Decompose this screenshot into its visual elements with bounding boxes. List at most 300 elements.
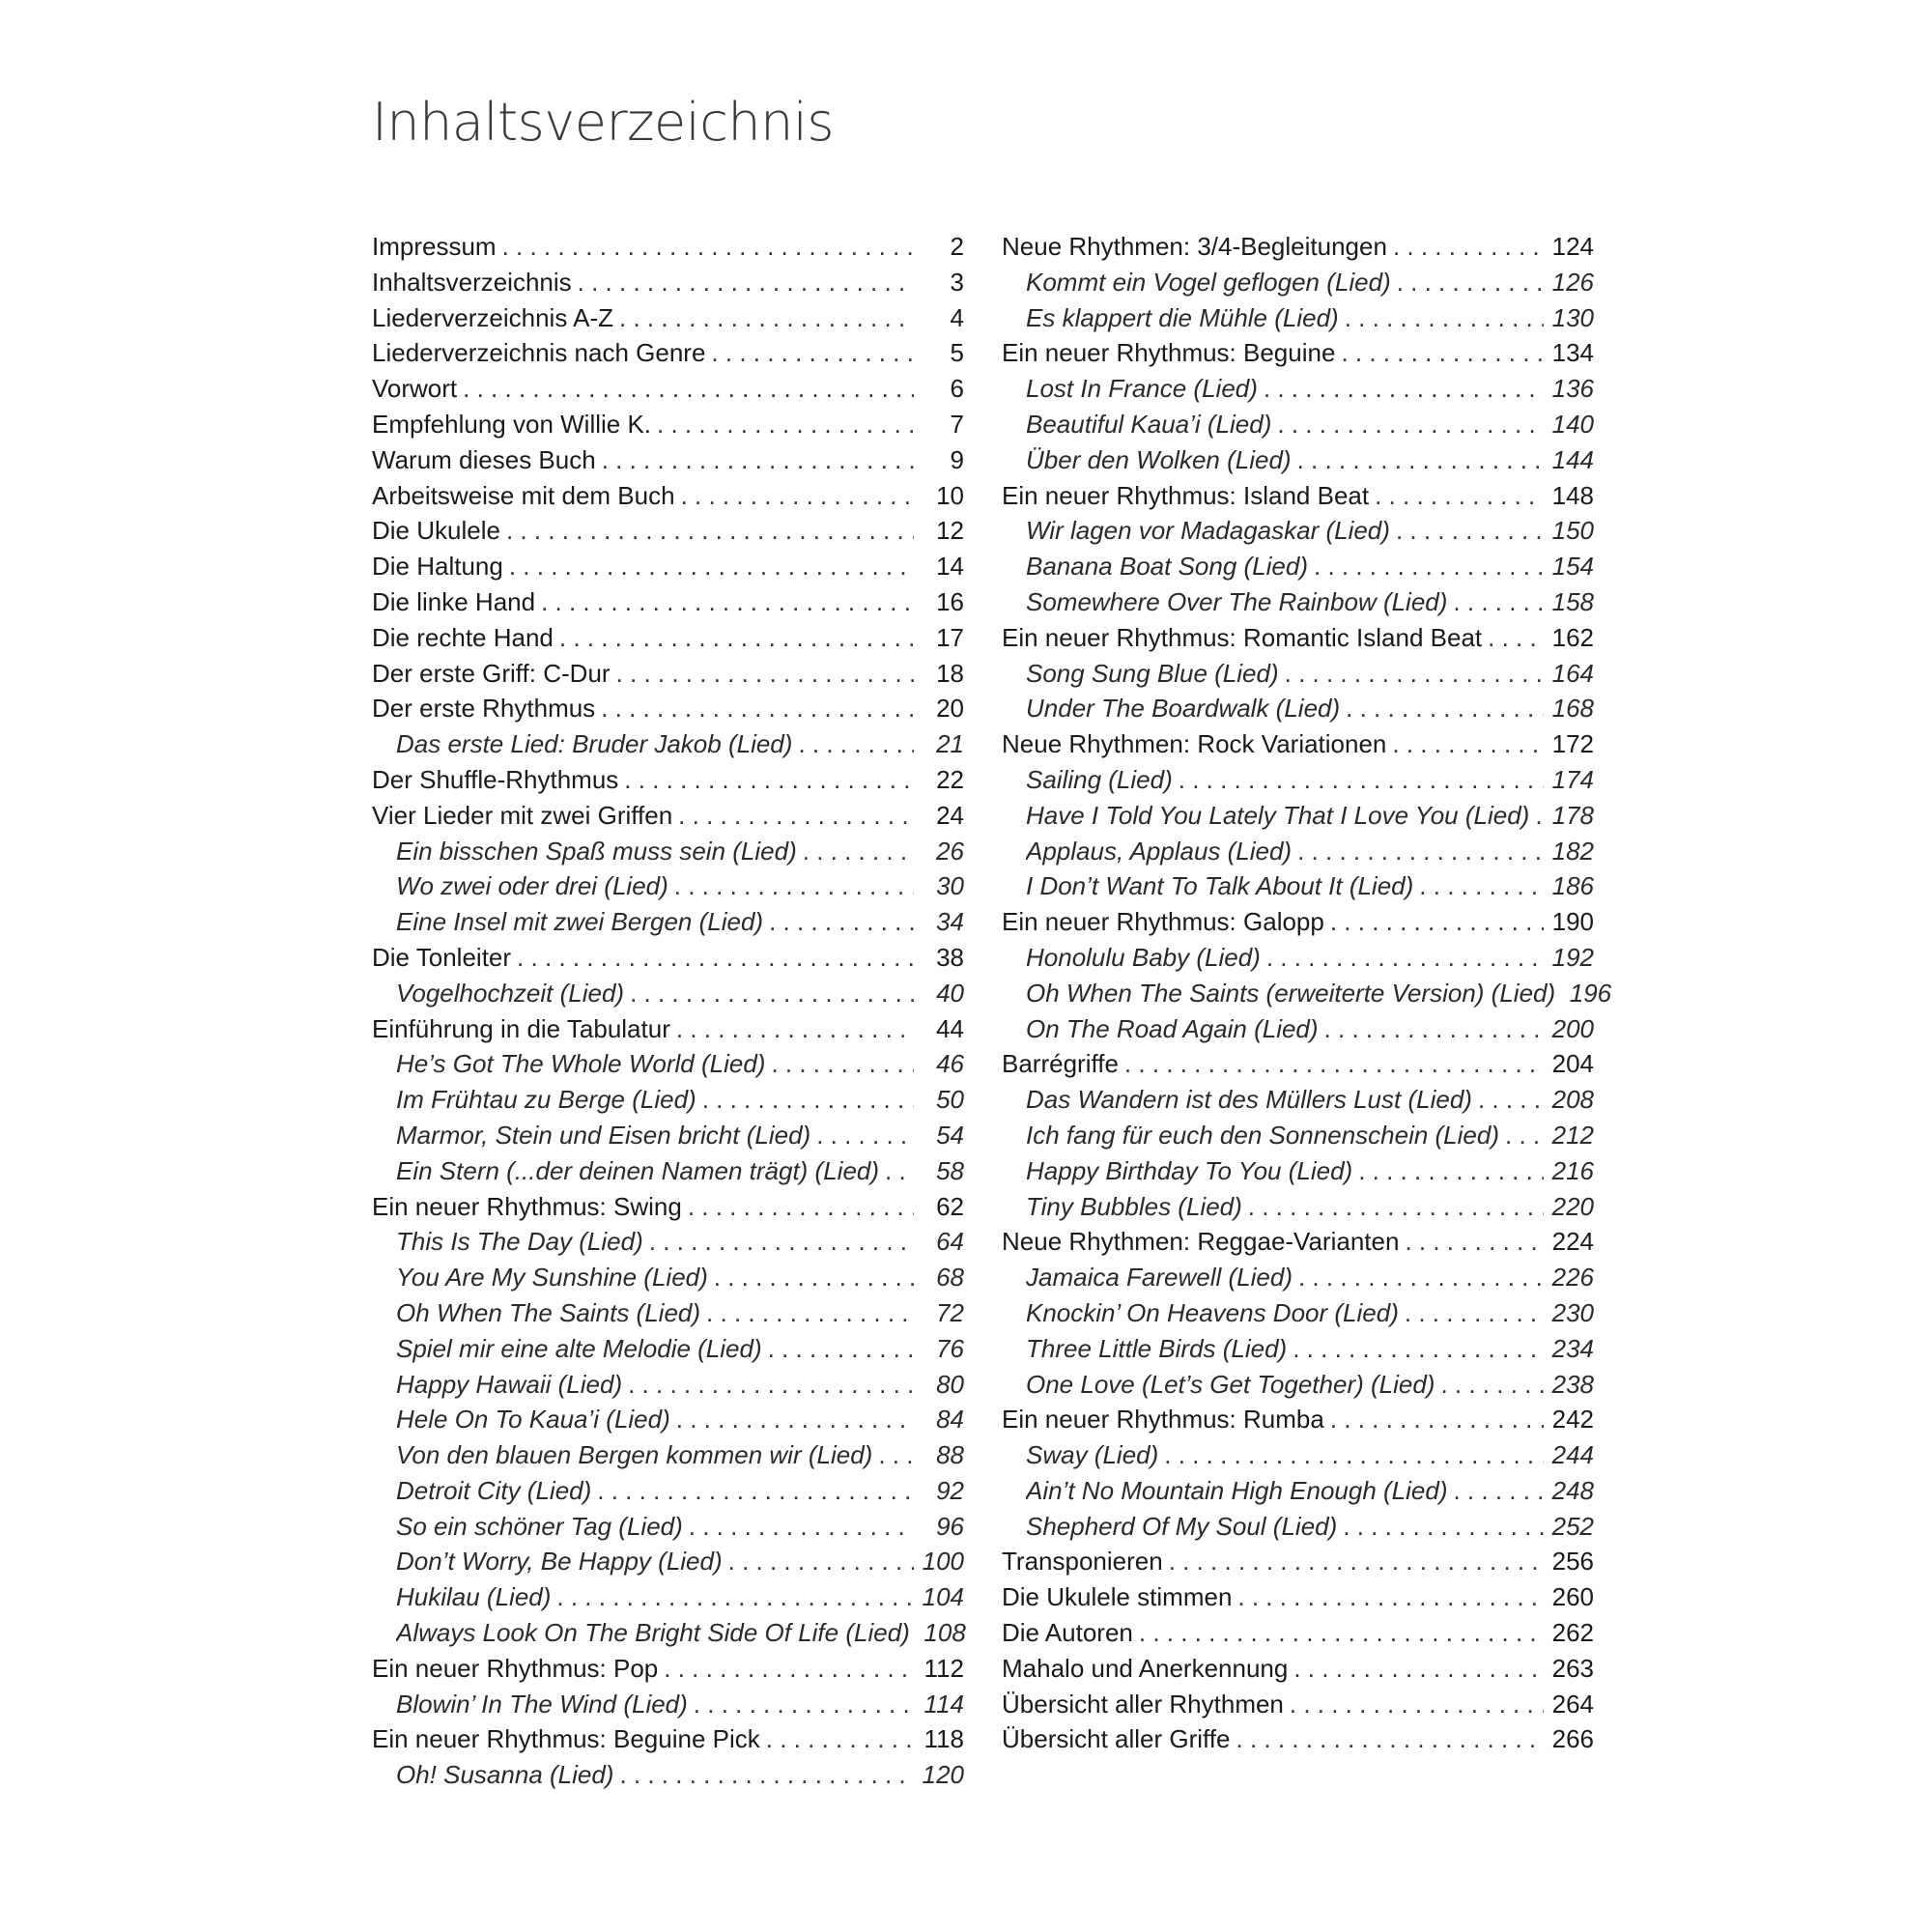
toc-song-entry[interactable] xyxy=(1002,300,1594,336)
toc-song-entry[interactable] xyxy=(1002,1118,1594,1153)
toc-entry-label: Das Wandern ist des Müllers Lust (Lied) xyxy=(1026,1085,1472,1115)
dot-leader xyxy=(559,620,914,656)
toc-entry-page-number: 182 xyxy=(1551,836,1594,866)
toc-song-entry[interactable] xyxy=(372,1437,964,1473)
toc-entry-label: Knockin’ On Heavens Door (Lied) xyxy=(1026,1297,1399,1327)
toc-song-entry[interactable] xyxy=(372,1579,964,1615)
toc-entry-label: Ein Stern (...der deinen Namen trägt) (Lied) xyxy=(396,1155,880,1185)
toc-song-entry[interactable] xyxy=(372,1295,964,1331)
toc-entry-page-number: 158 xyxy=(1551,586,1594,616)
toc-chapter-entry[interactable] xyxy=(372,584,964,620)
dot-leader xyxy=(771,1046,914,1082)
toc-entry-label: Übersicht aller Griffe xyxy=(1002,1724,1231,1754)
toc-entry-page-number: 154 xyxy=(1551,552,1594,582)
toc-entry-page-number: 4 xyxy=(950,302,964,332)
toc-entry-page-number: 216 xyxy=(1551,1155,1594,1185)
dot-leader xyxy=(689,1509,914,1545)
toc-song-entry[interactable] xyxy=(372,904,964,940)
toc-song-entry[interactable] xyxy=(372,1260,964,1295)
toc-entry-label: Spiel mir eine alte Melodie (Lied) xyxy=(396,1333,762,1363)
toc-song-entry[interactable] xyxy=(1002,1367,1594,1403)
toc-entry-label: So ein schöner Tag (Lied) xyxy=(396,1511,683,1541)
dot-leader xyxy=(630,976,914,1011)
toc-entry-page-number: 190 xyxy=(1551,907,1594,937)
toc-entry-page-number: 226 xyxy=(1551,1263,1594,1293)
toc-entry-page-number: 22 xyxy=(936,764,964,794)
toc-chapter-entry[interactable] xyxy=(1002,1579,1594,1615)
toc-entry-label: Arbeitsweise mit dem Buch xyxy=(372,480,675,510)
dot-leader xyxy=(1358,1153,1544,1189)
toc-song-entry[interactable] xyxy=(372,1615,964,1651)
dot-leader xyxy=(1397,265,1544,300)
toc-entry-page-number: 172 xyxy=(1551,729,1594,759)
toc-song-entry[interactable] xyxy=(1002,656,1594,692)
dot-leader xyxy=(1453,584,1544,620)
toc-entry-page-number: 196 xyxy=(1569,978,1612,1008)
toc-entry-page-number: 64 xyxy=(936,1227,964,1257)
toc-chapter-entry[interactable] xyxy=(1002,1651,1594,1687)
toc-entry-label: Happy Birthday To You (Lied) xyxy=(1026,1155,1353,1185)
toc-entry-label: Liederverzeichnis nach Genre xyxy=(372,338,706,368)
toc-entry-page-number: 150 xyxy=(1551,516,1594,546)
toc-entry-page-number: 263 xyxy=(1551,1653,1594,1683)
toc-song-entry[interactable] xyxy=(1002,940,1594,976)
toc-entry-label: Vier Lieder mit zwei Griffen xyxy=(372,800,673,830)
toc-entry-label: Applaus, Applaus (Lied) xyxy=(1026,836,1293,866)
dot-leader xyxy=(678,798,914,834)
toc-song-entry[interactable] xyxy=(1002,1295,1594,1331)
toc-entry-label: Transponieren xyxy=(1002,1547,1163,1577)
dot-leader xyxy=(688,1189,914,1225)
toc-entry-page-number: 9 xyxy=(950,444,964,474)
dot-leader xyxy=(556,1579,914,1615)
toc-entry-label: Always Look On The Bright Side Of Life (Lied) xyxy=(396,1618,910,1648)
dot-leader xyxy=(1345,300,1544,336)
toc-entry-label: One Love (Let’s Get Together) (Lied) xyxy=(1026,1369,1435,1399)
toc-chapter-entry[interactable] xyxy=(1002,726,1594,762)
toc-entry-page-number: 50 xyxy=(936,1085,964,1115)
toc-entry-label: He’s Got The Whole World (Lied) xyxy=(396,1049,766,1079)
toc-entry-label: Übersicht aller Rhythmen xyxy=(1002,1689,1284,1719)
toc-column-right xyxy=(1002,229,1612,1757)
toc-entry-label: You Are My Sunshine (Lied) xyxy=(396,1263,708,1293)
dot-leader xyxy=(1440,1367,1544,1403)
toc-chapter-entry[interactable] xyxy=(372,691,964,726)
toc-song-entry[interactable] xyxy=(372,726,964,762)
toc-entry-page-number: 164 xyxy=(1551,658,1594,688)
toc-song-entry[interactable] xyxy=(372,1367,964,1403)
toc-chapter-entry[interactable] xyxy=(1002,1224,1594,1260)
dot-leader xyxy=(769,904,914,940)
toc-song-entry[interactable] xyxy=(372,868,964,904)
dot-leader xyxy=(702,1082,914,1118)
dot-leader xyxy=(1139,1615,1544,1651)
dot-leader xyxy=(616,656,914,692)
dot-leader xyxy=(714,1260,914,1295)
toc-entry-page-number: 256 xyxy=(1551,1547,1594,1577)
dot-leader xyxy=(728,1544,914,1579)
toc-entry-page-number: 224 xyxy=(1551,1227,1594,1257)
toc-entry-page-number: 62 xyxy=(936,1191,964,1221)
toc-entry-page-number: 30 xyxy=(936,871,964,901)
dot-leader xyxy=(681,478,914,514)
toc-chapter-entry[interactable] xyxy=(1002,229,1594,265)
toc-entry-label: Ein neuer Rhythmus: Island Beat xyxy=(1002,480,1370,510)
toc-chapter-entry[interactable] xyxy=(372,442,964,478)
toc-chapter-entry[interactable] xyxy=(372,549,964,584)
toc-song-entry[interactable] xyxy=(1002,798,1594,834)
toc-entry-label: Liederverzeichnis A-Z xyxy=(372,302,613,332)
toc-song-entry[interactable] xyxy=(1002,1082,1594,1118)
toc-entry-label: Beautiful Kaua’i (Lied) xyxy=(1026,409,1272,439)
dot-leader xyxy=(1179,762,1544,798)
toc-entry-page-number: 38 xyxy=(936,942,964,972)
toc-entry-page-number: 242 xyxy=(1551,1405,1594,1435)
toc-chapter-entry[interactable] xyxy=(372,656,964,692)
toc-entry-label: Vorwort xyxy=(372,374,458,404)
dot-leader xyxy=(649,1224,914,1260)
dot-leader xyxy=(1124,1046,1544,1082)
toc-entry-label: Mahalo und Anerkennung xyxy=(1002,1653,1289,1683)
dot-leader xyxy=(1392,726,1544,762)
toc-chapter-entry[interactable] xyxy=(1002,335,1594,371)
toc-chapter-entry[interactable] xyxy=(372,265,964,300)
toc-entry-label: Don’t Worry, Be Happy (Lied) xyxy=(396,1547,723,1577)
dot-leader xyxy=(1393,229,1544,265)
toc-entry-page-number: 252 xyxy=(1551,1511,1594,1541)
dot-leader xyxy=(1293,1651,1544,1687)
toc-entry-page-number: 46 xyxy=(936,1049,964,1079)
toc-entry-page-number: 88 xyxy=(936,1440,964,1470)
dot-leader xyxy=(711,335,914,371)
toc-chapter-entry[interactable] xyxy=(372,478,964,514)
toc-entry-label: Über den Wolken (Lied) xyxy=(1026,444,1292,474)
dot-leader xyxy=(885,1153,914,1189)
toc-song-entry[interactable] xyxy=(1002,513,1594,549)
toc-song-entry[interactable] xyxy=(1002,584,1594,620)
dot-leader xyxy=(1237,1579,1544,1615)
dot-leader xyxy=(803,834,914,869)
toc-entry-label: Detroit City (Lied) xyxy=(396,1475,592,1505)
toc-entry-label: Hukilau (Lied) xyxy=(396,1582,552,1612)
toc-entry-page-number: 244 xyxy=(1551,1440,1594,1470)
toc-entry-page-number: 114 xyxy=(923,1689,964,1719)
toc-entry-page-number: 92 xyxy=(936,1475,964,1505)
toc-chapter-entry[interactable] xyxy=(372,371,964,407)
dot-leader xyxy=(1535,798,1544,834)
dot-leader xyxy=(517,940,914,976)
toc-chapter-entry[interactable] xyxy=(372,229,964,265)
dot-leader xyxy=(1164,1437,1544,1473)
toc-entry-page-number: 230 xyxy=(1551,1297,1594,1327)
toc-entry-page-number: 84 xyxy=(936,1405,964,1435)
toc-entry-page-number: 136 xyxy=(1551,374,1594,404)
toc-entry-page-number: 54 xyxy=(936,1120,964,1150)
toc-song-entry[interactable] xyxy=(1002,1437,1594,1473)
dot-leader xyxy=(1297,442,1544,478)
toc-chapter-entry[interactable] xyxy=(372,940,964,976)
toc-chapter-entry[interactable] xyxy=(1002,1402,1594,1437)
toc-entry-label: Die Autoren xyxy=(1002,1618,1133,1648)
toc-entry-page-number: 40 xyxy=(936,978,964,1008)
dot-leader xyxy=(674,868,914,904)
toc-entry-label: Die rechte Hand xyxy=(372,622,554,652)
toc-entry-label: Barrégriffe xyxy=(1002,1049,1119,1079)
toc-entry-page-number: 104 xyxy=(922,1582,964,1612)
toc-song-entry[interactable] xyxy=(1002,371,1594,407)
dot-leader xyxy=(1505,1118,1544,1153)
toc-song-entry[interactable] xyxy=(372,1544,964,1579)
toc-chapter-entry[interactable] xyxy=(372,762,964,798)
toc-entry-label: Wir lagen vor Madagaskar (Lied) xyxy=(1026,516,1390,546)
toc-entry-page-number: 76 xyxy=(936,1333,964,1363)
toc-song-entry[interactable] xyxy=(1002,762,1594,798)
toc-chapter-entry[interactable] xyxy=(372,1011,964,1047)
dot-leader xyxy=(1169,1544,1544,1579)
toc-entry-page-number: 266 xyxy=(1551,1724,1594,1754)
toc-entry-page-number: 16 xyxy=(936,586,964,616)
toc-entry-page-number: 5 xyxy=(950,338,964,368)
toc-song-entry[interactable] xyxy=(372,976,964,1011)
dot-leader xyxy=(502,229,914,265)
toc-song-entry[interactable] xyxy=(1002,1153,1594,1189)
toc-chapter-entry[interactable] xyxy=(372,407,964,442)
toc-entry-page-number: 100 xyxy=(922,1547,964,1577)
toc-entry-page-number: 68 xyxy=(936,1263,964,1293)
toc-entry-label: Es klappert die Mühle (Lied) xyxy=(1026,302,1339,332)
toc-entry-label: This Is The Day (Lied) xyxy=(396,1227,643,1257)
toc-entry-label: Die Tonleiter xyxy=(372,942,512,972)
toc-chapter-entry[interactable] xyxy=(1002,1544,1594,1579)
toc-entry-label: Ein neuer Rhythmus: Galopp xyxy=(1002,907,1324,937)
toc-entry-label: Die Haltung xyxy=(372,552,503,582)
dot-leader xyxy=(541,584,914,620)
dot-leader xyxy=(1293,1331,1544,1367)
dot-leader xyxy=(1297,834,1544,869)
toc-chapter-entry[interactable] xyxy=(1002,620,1594,656)
toc-song-entry[interactable] xyxy=(1002,834,1594,869)
toc-song-entry[interactable] xyxy=(372,1082,964,1118)
toc-entry-label: Three Little Birds (Lied) xyxy=(1026,1333,1288,1363)
toc-song-entry[interactable] xyxy=(372,1224,964,1260)
toc-entry-label: Einführung in die Tabulatur xyxy=(372,1013,670,1043)
toc-entry-label: I Don’t Want To Talk About It (Lied) xyxy=(1026,871,1414,901)
dot-leader xyxy=(706,1295,914,1331)
toc-entry-page-number: 168 xyxy=(1551,694,1594,724)
dot-leader xyxy=(1330,904,1544,940)
dot-leader xyxy=(1478,1082,1544,1118)
toc-song-entry[interactable] xyxy=(1002,1011,1594,1047)
dot-leader xyxy=(597,1473,914,1509)
toc-chapter-entry[interactable] xyxy=(1002,1721,1594,1757)
toc-entry-label: Impressum xyxy=(372,232,497,261)
toc-chapter-entry[interactable] xyxy=(372,620,964,656)
toc-entry-label: Vogelhochzeit (Lied) xyxy=(396,978,625,1008)
toc-entry-page-number: 204 xyxy=(1551,1049,1594,1079)
toc-song-entry[interactable] xyxy=(372,1046,964,1082)
toc-song-entry[interactable] xyxy=(372,1687,964,1722)
toc-entry-page-number: 21 xyxy=(936,729,964,759)
toc-entry-page-number: 220 xyxy=(1551,1191,1594,1221)
toc-entry-label: Shepherd Of My Soul (Lied) xyxy=(1026,1511,1338,1541)
toc-chapter-entry[interactable] xyxy=(1002,1046,1594,1082)
dot-leader xyxy=(602,442,914,478)
toc-chapter-entry[interactable] xyxy=(372,300,964,336)
dot-leader xyxy=(1341,335,1544,371)
dot-leader xyxy=(1285,656,1544,692)
toc-chapter-entry[interactable] xyxy=(1002,1615,1594,1651)
toc-song-entry[interactable] xyxy=(1002,442,1594,478)
toc-entry-page-number: 17 xyxy=(936,622,964,652)
toc-entry-label: Tiny Bubbles (Lied) xyxy=(1026,1191,1242,1221)
dot-leader xyxy=(768,1331,914,1367)
dot-leader xyxy=(1396,513,1544,549)
toc-entry-page-number: 144 xyxy=(1551,444,1594,474)
toc-song-entry[interactable] xyxy=(1002,1509,1594,1545)
toc-song-entry[interactable] xyxy=(372,1757,964,1793)
toc-entry-page-number: 58 xyxy=(936,1155,964,1185)
toc-song-entry[interactable] xyxy=(372,1331,964,1367)
dot-leader xyxy=(766,1721,914,1757)
toc-entry-page-number: 12 xyxy=(936,516,964,546)
toc-song-entry[interactable] xyxy=(372,1402,964,1437)
toc-entry-label: Have I Told You Lately That I Love You (Lied) xyxy=(1026,800,1530,830)
toc-song-entry[interactable] xyxy=(1002,868,1594,904)
toc-song-entry[interactable] xyxy=(1002,1473,1594,1509)
dot-leader xyxy=(1266,940,1544,976)
toc-entry-page-number: 260 xyxy=(1551,1582,1594,1612)
toc-song-entry[interactable] xyxy=(1002,407,1594,442)
toc-chapter-entry[interactable] xyxy=(1002,1687,1594,1722)
dot-leader xyxy=(816,1118,914,1153)
toc-entry-page-number: 148 xyxy=(1551,480,1594,510)
dot-leader xyxy=(657,407,914,442)
toc-entry-page-number: 18 xyxy=(936,658,964,688)
toc-chapter-entry[interactable] xyxy=(372,513,964,549)
toc-entry-label: Ein neuer Rhythmus: Swing xyxy=(372,1191,682,1221)
dot-leader xyxy=(601,691,914,726)
toc-entry-page-number: 7 xyxy=(950,409,964,439)
toc-entry-page-number: 126 xyxy=(1551,267,1594,297)
dot-leader xyxy=(676,1402,914,1437)
dot-leader xyxy=(619,300,914,336)
toc-entry-label: Hele On To Kaua’i (Lied) xyxy=(396,1405,670,1435)
toc-song-entry[interactable] xyxy=(1002,1189,1594,1225)
toc-entry-page-number: 130 xyxy=(1551,302,1594,332)
toc-entry-label: Jamaica Farewell (Lied) xyxy=(1026,1263,1293,1293)
dot-leader xyxy=(1314,549,1544,584)
toc-entry-label: Ich fang für euch den Sonnenschein (Lied) xyxy=(1026,1120,1500,1150)
toc-entry-page-number: 20 xyxy=(936,694,964,724)
toc-entry-label: Oh! Susanna (Lied) xyxy=(396,1760,614,1790)
toc-entry-label: Das erste Lied: Bruder Jakob (Lied) xyxy=(396,729,793,759)
toc-column-left xyxy=(372,229,964,1793)
toc-song-entry[interactable] xyxy=(1002,1331,1594,1367)
toc-song-entry[interactable] xyxy=(1002,691,1594,726)
toc-chapter-entry[interactable] xyxy=(1002,904,1594,940)
toc-entry-page-number: 118 xyxy=(923,1724,964,1754)
toc-entry-page-number: 192 xyxy=(1551,942,1594,972)
toc-song-entry[interactable] xyxy=(372,1509,964,1545)
toc-entry-page-number: 72 xyxy=(936,1297,964,1327)
dot-leader xyxy=(463,371,914,407)
toc-song-entry[interactable] xyxy=(372,834,964,869)
toc-entry-label: Oh When The Saints (erweiterte Version) (Lied) xyxy=(1026,978,1556,1008)
toc-chapter-entry[interactable] xyxy=(372,335,964,371)
toc-entry-label: Neue Rhythmen: Reggae-Varianten xyxy=(1002,1227,1400,1257)
toc-entry-page-number: 44 xyxy=(936,1013,964,1043)
toc-entry-page-number: 238 xyxy=(1551,1369,1594,1399)
toc-entry-label: Somewhere Over The Rainbow (Lied) xyxy=(1026,586,1448,616)
toc-entry-label: Eine Insel mit zwei Bergen (Lied) xyxy=(396,907,764,937)
toc-entry-label: Die Ukulele xyxy=(372,516,500,546)
toc-entry-page-number: 80 xyxy=(936,1369,964,1399)
toc-entry-label: Sailing (Lied) xyxy=(1026,764,1173,794)
toc-entry-label: Die linke Hand xyxy=(372,586,536,616)
toc-entry-page-number: 248 xyxy=(1551,1475,1594,1505)
toc-entry-label: On The Road Again (Lied) xyxy=(1026,1013,1319,1043)
toc-chapter-entry[interactable] xyxy=(372,1721,964,1757)
toc-entry-page-number: 174 xyxy=(1551,764,1594,794)
dot-leader xyxy=(578,265,914,300)
toc-entry-page-number: 34 xyxy=(936,907,964,937)
toc-entry-page-number: 26 xyxy=(936,836,964,866)
toc-entry-page-number: 186 xyxy=(1551,871,1594,901)
toc-entry-page-number: 14 xyxy=(936,552,964,582)
toc-entry-label: Oh When The Saints (Lied) xyxy=(396,1297,701,1327)
toc-entry-label: Under The Boardwalk (Lied) xyxy=(1026,694,1341,724)
dot-leader xyxy=(1375,478,1544,514)
toc-entry-label: Im Frühtau zu Berge (Lied) xyxy=(396,1085,696,1115)
toc-entry-label: Ein bisschen Spaß muss sein (Lied) xyxy=(396,836,797,866)
dot-leader xyxy=(1264,371,1544,407)
dot-leader xyxy=(1324,1011,1544,1047)
dot-leader xyxy=(1405,1224,1544,1260)
toc-entry-label: Lost In France (Lied) xyxy=(1026,374,1258,404)
dot-leader xyxy=(1330,1402,1544,1437)
toc-entry-label: Wo zwei oder drei (Lied) xyxy=(396,871,668,901)
dot-leader xyxy=(878,1437,914,1473)
toc-song-entry[interactable] xyxy=(372,1118,964,1153)
dot-leader xyxy=(676,1011,914,1047)
toc-song-entry[interactable] xyxy=(372,1473,964,1509)
toc-chapter-entry[interactable] xyxy=(1002,478,1594,514)
dot-leader xyxy=(1488,620,1544,656)
toc-song-entry[interactable] xyxy=(372,1153,964,1189)
toc-entry-page-number: 120 xyxy=(922,1760,964,1790)
toc-entry-page-number: 2 xyxy=(950,232,964,261)
toc-entry-label: Neue Rhythmen: 3/4-Begleitungen xyxy=(1002,232,1387,261)
toc-song-entry[interactable] xyxy=(1002,1260,1594,1295)
toc-song-entry[interactable] xyxy=(1002,976,1612,1011)
toc-chapter-entry[interactable] xyxy=(372,1189,964,1225)
dot-leader xyxy=(1343,1509,1544,1545)
toc-chapter-entry[interactable] xyxy=(372,798,964,834)
toc-entry-page-number: 10 xyxy=(936,480,964,510)
toc-song-entry[interactable] xyxy=(1002,265,1594,300)
toc-entry-label: Ein neuer Rhythmus: Pop xyxy=(372,1653,659,1683)
toc-entry-page-number: 96 xyxy=(936,1511,964,1541)
dot-leader xyxy=(798,726,914,762)
dot-leader xyxy=(694,1687,914,1722)
dot-leader xyxy=(1277,407,1544,442)
toc-entry-page-number: 24 xyxy=(936,800,964,830)
toc-entry-label: Marmor, Stein und Eisen bricht (Lied) xyxy=(396,1120,811,1150)
toc-entry-page-number: 264 xyxy=(1551,1689,1594,1719)
toc-chapter-entry[interactable] xyxy=(372,1651,964,1687)
toc-song-entry[interactable] xyxy=(1002,549,1594,584)
toc-entry-label: Empfehlung von Willie K. xyxy=(372,409,652,439)
